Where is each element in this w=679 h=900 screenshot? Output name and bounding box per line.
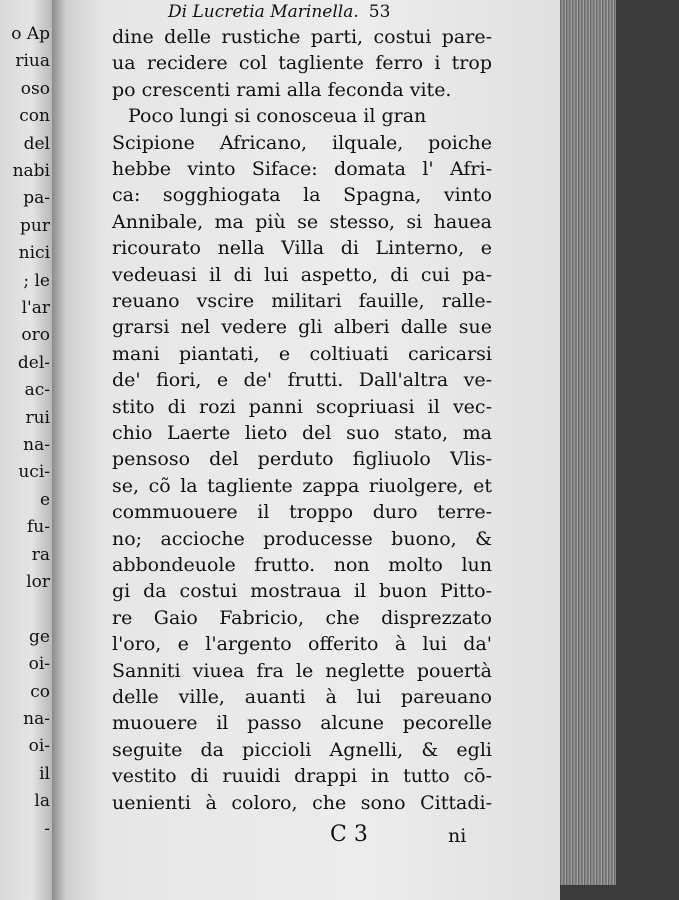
text-line: Poco lungi si conosceua il gran <box>128 105 427 128</box>
text-line: dine delle rustiche parti, costui pare- <box>112 26 492 48</box>
text-line: abbondeuole frutto. non molto lun <box>112 554 492 576</box>
left-page-line: nabi <box>12 161 50 181</box>
text-line: Scipione Africano, ilquale, poiche <box>112 131 492 154</box>
left-page-line: oi- <box>28 654 50 675</box>
text-line: vestito di ruuidi drappi in tutto cō- <box>112 765 492 788</box>
left-page-line: la <box>34 791 50 812</box>
left-page-line: riua <box>15 51 50 72</box>
text-line: uenienti à coloro, che sono Cittadi- <box>112 791 492 814</box>
text-line: mani piantati, e coltiuati caricarsi <box>112 342 492 365</box>
left-page-line: ac- <box>24 380 50 401</box>
left-page-line: rui <box>25 407 50 428</box>
left-page-line: l'ar <box>21 298 50 318</box>
text-line: commuouere il troppo duro terre- <box>112 501 492 524</box>
text-line: re Gaio Fabricio, che disprezzato <box>112 606 492 629</box>
left-page-line: pur <box>20 215 50 236</box>
text-line: de' fiori, e de' frutti. Dall'altra ve- <box>112 369 492 392</box>
left-page-line: fu- <box>27 517 50 538</box>
text-line: ricourato nella Villa di Linterno, e <box>112 237 492 260</box>
left-page-line: co <box>30 681 50 702</box>
left-page-line: lor <box>26 572 50 592</box>
text-line: stito di rozi panni scopriuasi il vec- <box>112 395 492 418</box>
left-page-line: del <box>23 133 50 154</box>
text-line: Sanniti viuea fra le neglette pouertà <box>112 659 492 682</box>
left-page-line: e <box>39 489 50 510</box>
left-page-line: na- <box>23 435 50 455</box>
left-page-line: oi- <box>28 736 50 757</box>
text-line: Annibale, ma più se stesso, si hauea <box>112 210 492 233</box>
running-title: Di Lucretia Marinella. <box>168 2 359 22</box>
text-line: hebbe vinto Siface: domata l' Afri- <box>112 158 492 180</box>
text-line: delle ville, auanti à lui pareuano <box>112 686 492 708</box>
page-number: 53 <box>368 2 391 22</box>
left-page-line: il <box>39 763 50 784</box>
left-page-line: ; le <box>23 270 50 291</box>
signature-mark: C 3 <box>330 822 368 847</box>
left-page-line: o Ap <box>11 24 50 44</box>
text-line: po crescenti rami alla feconda vite. <box>112 78 452 101</box>
text-line: muouere il passo alcune pecorelle <box>112 712 492 735</box>
text-line: vedeuasi il di lui aspetto, di cui pa- <box>112 263 492 286</box>
text-line: ca: sogghiogata la Spagna, vinto <box>112 184 492 207</box>
text-line: grarsi nel vedere gli alberi dalle sue <box>112 316 492 339</box>
text-line: pensoso del perduto figliuolo Vlis- <box>112 448 492 471</box>
left-page <box>0 0 52 900</box>
left-page-line: pa- <box>23 188 50 209</box>
text-line: chio Laerte lieto del suo stato, ma <box>112 422 492 444</box>
left-page-line: uci- <box>18 462 50 483</box>
left-page-line: nici <box>18 243 50 264</box>
left-page-line: - <box>44 818 50 839</box>
text-line: seguite da piccioli Agnelli, & egli <box>112 738 492 761</box>
left-page-line: na- <box>23 709 50 729</box>
text-line: gi da costui mostraua il buon Pitto- <box>112 580 492 603</box>
page-edges <box>560 0 616 885</box>
left-page-line: del- <box>17 352 50 373</box>
left-page-line: ge <box>29 626 50 647</box>
left-page-line: oro <box>21 325 50 346</box>
left-page-line: con <box>19 106 50 127</box>
text-line: ua recidere col tagliente ferro i trop <box>112 52 492 75</box>
text-line: reuano vscire militari fauille, ralle- <box>112 290 492 312</box>
left-page-line: ra <box>31 544 50 565</box>
catchword: ni <box>448 825 467 847</box>
book-gutter <box>52 0 66 900</box>
text-line: se, cõ la tagliente zappa riuolgere, et <box>112 474 492 497</box>
left-page-line: oso <box>20 78 50 99</box>
text-line: no; accioche producesse buono, & <box>112 527 492 550</box>
running-header <box>168 0 468 24</box>
text-line: l'oro, e l'argento offerito à lui da' <box>112 633 492 656</box>
